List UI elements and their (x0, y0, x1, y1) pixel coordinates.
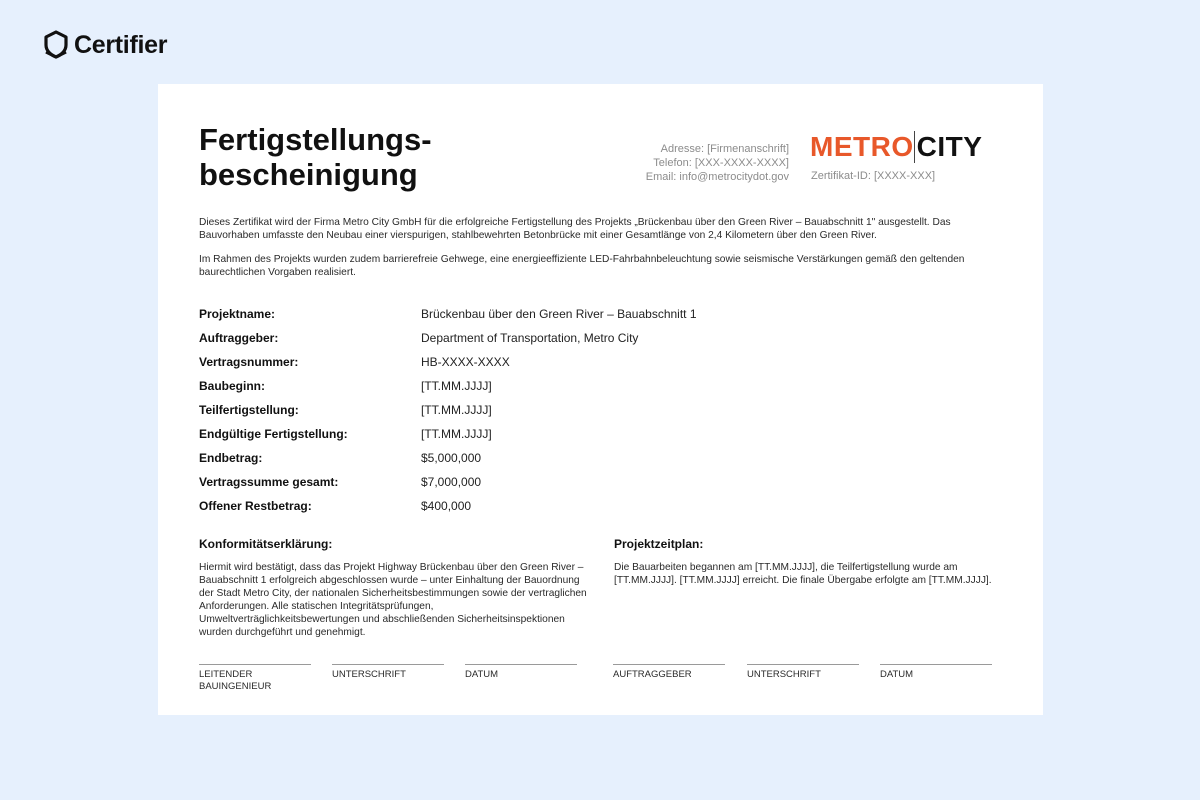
contact-block (646, 142, 789, 184)
intro-paragraph: Im Rahmen des Projekts wurden zudem barrierefreie Gehwege, eine energieeffiziente LED-Fahrbahnbeleuchtung sowie seismische Verstärkungen gemäß den geltenden baurechtlichen Vorgaben realisiert. (199, 254, 965, 278)
logo-city: CITY (916, 131, 983, 162)
detail-label: Endbetrag: (199, 451, 263, 465)
contact-email: Email: info@metrocitydot.gov (645, 171, 789, 183)
detail-row (199, 470, 799, 494)
intro-paragraph: Dieses Zertifikat wird der Firma Metro City GmbH für die erfolgreiche Fertigstellung des Projekts „Brückenbau über den Green River – Bauabschnitt 1" ausgestellt. Das Bauvorhaben umfasste den Neubau einer vierspurigen, stahlbewehrten Betonbrücke mit einer Gesamtlänge von 2,4 Kilometern über den Green River. (199, 217, 951, 241)
detail-value: $7,000,000 (421, 475, 482, 489)
project-details (199, 302, 799, 518)
detail-label: Projektname: (199, 307, 276, 321)
title-line-1: Fertigstellungs- (199, 122, 432, 157)
signature-field-date[interactable]: DATUM (465, 664, 577, 681)
schedule-text: Die Bauarbeiten begannen am [TT.MM.JJJJ], die Teilfertigstellung wurde am [TT.MM.JJJJ]. [TT.MM.JJJJ] erreicht. Die finale Übergabe erfolgte am [TT.MM.JJJJ]. (614, 562, 992, 586)
detail-label: Teilfertigstellung: (199, 403, 299, 417)
signature-field-lead-engineer[interactable]: LEITENDER BAUINGENIEUR (199, 664, 311, 693)
logo-divider (914, 131, 915, 163)
detail-value: [TT.MM.JJJJ] (421, 403, 492, 417)
logo-metro: METRO (810, 131, 914, 162)
conformity-text: Hiermit wird bestätigt, dass das Projekt Highway Brückenbau über den Green River – Bauabschnitt 1 erfolgreich abgeschlossen wurde – unter Einhaltung der Bauordnung der Stadt Metro City, der nationalen Sicherheitsbestimmungen sowie der vertraglichen Anforderungen. Alle statischen Integritätsprüfungen, Umweltverträglichkeitsbewertungen und abschließenden Sicherheitsinspektionen wurden durchgeführt und genehmigt. (199, 562, 587, 638)
title-line-2: bescheinigung (199, 157, 418, 192)
intro-text (199, 216, 1004, 279)
detail-row (199, 302, 799, 326)
certificate-title (199, 122, 479, 192)
detail-label: Baubeginn: (199, 379, 265, 393)
signature-field-client[interactable]: AUFTRAGGEBER (613, 664, 725, 681)
detail-row (199, 326, 799, 350)
detail-value: [TT.MM.JJJJ] (421, 379, 492, 393)
schedule-heading: Projektzeitplan: (614, 537, 704, 551)
metro-city-logo (810, 131, 982, 163)
detail-value: HB-XXXX-XXXX (421, 355, 510, 369)
certifier-shield-icon (44, 30, 68, 60)
conformity-heading: Konformitätserklärung: (199, 537, 333, 551)
certificate-sheet (158, 84, 1043, 715)
detail-label: Endgültige Fertigstellung: (199, 427, 348, 441)
conformity-section (199, 537, 597, 639)
contact-phone: Telefon: [XXX-XXXX-XXXX] (653, 157, 789, 169)
certifier-brand[interactable] (44, 30, 167, 60)
detail-row (199, 422, 799, 446)
detail-label: Auftraggeber: (199, 331, 279, 345)
detail-row (199, 446, 799, 470)
detail-row (199, 374, 799, 398)
detail-label: Vertragsnummer: (199, 355, 299, 369)
schedule-section (614, 537, 994, 587)
detail-value: $5,000,000 (421, 451, 482, 465)
detail-value: Brückenbau über den Green River – Bauabschnitt 1 (421, 307, 697, 321)
detail-value: $400,000 (421, 499, 472, 513)
signature-field-client-signature[interactable]: UNTERSCHRIFT (747, 664, 859, 681)
certificate-id: Zertifikat-ID: [XXXX-XXX] (811, 170, 936, 182)
detail-value: [TT.MM.JJJJ] (421, 427, 492, 441)
detail-label: Offener Restbetrag: (199, 499, 312, 513)
detail-row (199, 398, 799, 422)
detail-label: Vertragssumme gesamt: (199, 475, 339, 489)
detail-row (199, 350, 799, 374)
signature-field-signature[interactable]: UNTERSCHRIFT (332, 664, 444, 681)
brand-name: Certifier (74, 30, 168, 59)
contact-address: Adresse: [Firmenanschrift] (660, 143, 789, 155)
detail-row (199, 494, 799, 518)
signature-field-client-date[interactable]: DATUM (880, 664, 992, 681)
detail-value: Department of Transportation, Metro City (421, 331, 639, 345)
